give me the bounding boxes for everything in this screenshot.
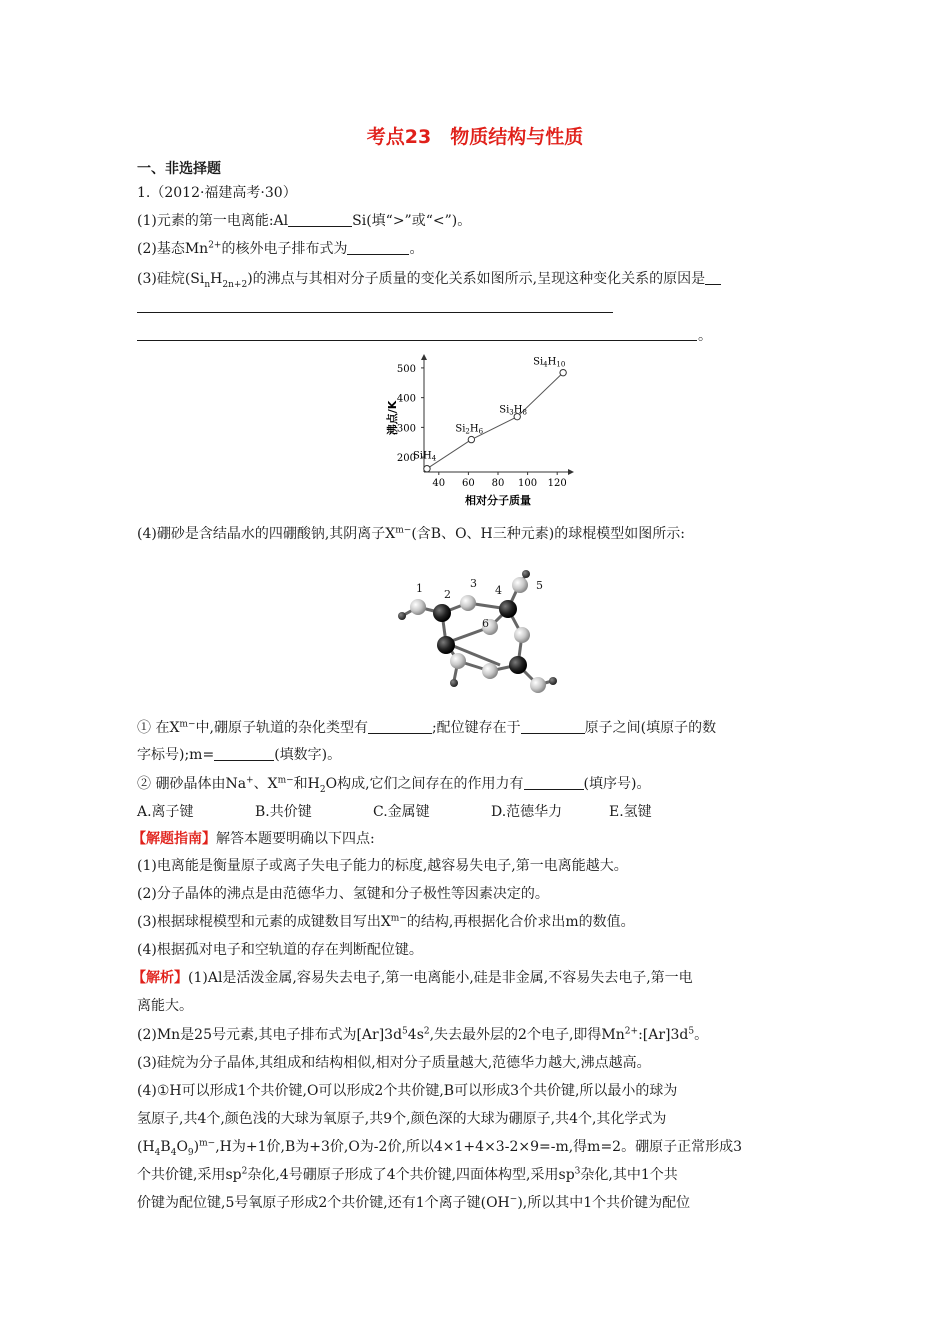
answer-line[interactable] bbox=[137, 340, 697, 341]
x-tick-label: 60 bbox=[462, 478, 475, 489]
ball-stick-model bbox=[390, 565, 560, 695]
option-d[interactable]: D.范德华力 bbox=[491, 804, 563, 820]
answer-blank[interactable] bbox=[288, 212, 352, 227]
guide-item: (4)根据孤对电子和空轨道的存在判断配位键。 bbox=[137, 942, 423, 958]
guide-heading: 【解题指南】解答本题要明确以下四点: bbox=[132, 831, 375, 847]
guide-item: (3)根据球棍模型和元素的成键数目写出$X^{m-}$的结构,再根据化合价求出m的数值。 bbox=[137, 913, 635, 930]
atom-label: 5 bbox=[536, 579, 543, 592]
boron-atom bbox=[433, 604, 451, 622]
x-tick-label: 120 bbox=[547, 478, 567, 489]
boiling-point-chart bbox=[388, 352, 588, 512]
analysis-4: 价键为配位键,5号氧原子形成2个共价键,还有1个离子键(OH−),所以其中1个共价键为配位 bbox=[137, 1194, 691, 1211]
option-c[interactable]: C.金属键 bbox=[373, 804, 430, 820]
data-point bbox=[560, 369, 566, 375]
point-label: $Si_4H_{10}$ bbox=[533, 356, 566, 369]
question-part-2: (2)基态$Mn^{2+}$的核外电子排布式为 。 bbox=[137, 240, 424, 257]
answer-blank[interactable] bbox=[368, 719, 432, 734]
answer-blank[interactable] bbox=[521, 719, 585, 734]
answer-blank[interactable] bbox=[524, 775, 584, 790]
y-tick-label: 300 bbox=[396, 423, 416, 435]
y-tick-label: 200 bbox=[396, 453, 416, 465]
x-tick-label: 100 bbox=[518, 478, 538, 489]
atom-label: 1 bbox=[416, 582, 423, 595]
boron-atom bbox=[437, 636, 455, 654]
oxygen-atom bbox=[460, 595, 476, 611]
point-label: $Si_2H_6$ bbox=[455, 423, 484, 436]
section-heading: 一、非选择题 bbox=[137, 161, 221, 177]
guide-item: (2)分子晶体的沸点是由范德华力、氢键和分子极性等因素决定的。 bbox=[137, 886, 549, 902]
point-label: $Si_3H_8$ bbox=[499, 404, 527, 417]
analysis-4: $(H_4B_4O_9)^{m-},H$为+1价,B为+3价,O为-2价,所以4×1+4×3-2×9=-m,得m=2。硼原子正常形成3 bbox=[137, 1138, 742, 1158]
oxygen-atom bbox=[482, 663, 498, 679]
answer-blank[interactable] bbox=[705, 270, 721, 285]
hydrogen-atom bbox=[450, 679, 458, 687]
guide-item: (1)电离能是衡量原子或离子失电子能力的标度,越容易失电子,第一电离能越大。 bbox=[137, 858, 628, 874]
question-4-2: ② 硼砂晶体由Na+、$X^{m-}$和$H_2O$构成,它们之间存在的作用力有 (填序号)。 bbox=[137, 775, 651, 795]
data-point bbox=[424, 466, 430, 472]
analysis-label: 【解析】 bbox=[132, 970, 188, 986]
oxygen-atom bbox=[450, 653, 466, 669]
atom-label: 6 bbox=[482, 617, 489, 630]
question-4-1: ① 在$X^{m-}$中,硼原子轨道的杂化类型有 ;配位键存在于 原子之间(填原子的数 bbox=[137, 719, 717, 736]
y-tick-label: 400 bbox=[396, 393, 416, 405]
hydrogen-atom bbox=[549, 677, 557, 685]
x-tick-label: 40 bbox=[432, 478, 446, 489]
y-tick-label: 500 bbox=[396, 363, 416, 375]
options-row bbox=[137, 802, 727, 822]
analysis-2: (2)Mn是25号元素,其电子排布式为$[Ar]3d^54s^2$,失去最外层的2个电子,即得$Mn^{2+}:[Ar]3d^5$。 bbox=[137, 1026, 709, 1043]
oxygen-atom bbox=[410, 599, 426, 615]
point-label: SiH$_4$ bbox=[412, 450, 437, 463]
oxygen-atom bbox=[530, 677, 546, 693]
boron-atom bbox=[509, 656, 527, 674]
hydrogen-atom bbox=[398, 612, 406, 620]
answer-line-end: 。 bbox=[698, 328, 712, 344]
page-title: 考点23 物质结构与性质 bbox=[366, 126, 584, 148]
question-part-3: (3)硅烷$(Si_nH_{2n+2})$的沸点与其相对分子质量的变化关系如图所示,呈现这种变化关系的原因是 bbox=[137, 269, 721, 289]
question-part-1: (1)元素的第一电离能:Al Si(填“>”或“<”)。 bbox=[137, 213, 472, 229]
data-point bbox=[468, 436, 474, 442]
answer-line[interactable] bbox=[137, 312, 613, 313]
atom-label: 4 bbox=[495, 584, 502, 597]
hydrogen-atom bbox=[522, 570, 530, 578]
x-axis-label: 相对分子质量 bbox=[465, 494, 531, 507]
question-part-4-intro: (4)硼砂是含结晶水的四硼酸钠,其阴离子$X^{m-}$(含B、O、H三种元素)的球棍模型如图所示: bbox=[137, 525, 685, 542]
atom-label: 3 bbox=[470, 577, 477, 590]
x-axis-arrow bbox=[568, 469, 574, 475]
oxygen-atom bbox=[512, 577, 528, 593]
analysis-3: (3)硅烷为分子晶体,其组成和结构相似,相对分子质量越大,范德华力越大,沸点越高。 bbox=[137, 1055, 651, 1071]
boron-atom bbox=[499, 600, 517, 618]
oxygen-atom bbox=[514, 627, 530, 643]
bonds bbox=[402, 575, 552, 685]
guide-label: 【解题指南】 bbox=[132, 831, 216, 847]
y-axis-arrow bbox=[421, 354, 427, 360]
option-a[interactable]: A.离子键 bbox=[137, 804, 194, 820]
question-header: 1.（2012·福建高考·30） bbox=[137, 185, 297, 201]
analysis-1: 【解析】(1)Al是活泼金属,容易失去电子,第一电离能小,硅是非金属,不容易失去电子,第一电 bbox=[132, 970, 693, 986]
answer-blank[interactable] bbox=[347, 240, 409, 255]
analysis-4: (4)①H可以形成1个共价键,O可以形成2个共价键,B可以形成3个共价键,所以最小的球为 bbox=[137, 1083, 678, 1099]
x-tick-label: 80 bbox=[491, 478, 505, 489]
analysis-4: 氢原子,共4个,颜色浅的大球为氧原子,共9个,颜色深的大球为硼原子,共4个,其化学式为 bbox=[137, 1111, 667, 1127]
option-e[interactable]: E.氢键 bbox=[609, 804, 652, 820]
series-line bbox=[427, 373, 563, 469]
question-4-1-cont: 字标号);m= (填数字)。 bbox=[137, 747, 342, 763]
answer-blank[interactable] bbox=[214, 746, 274, 761]
analysis-1-cont: 离能大。 bbox=[137, 998, 193, 1014]
atom-label: 2 bbox=[444, 588, 451, 601]
option-b[interactable]: B.共价键 bbox=[255, 804, 312, 820]
y-axis-label: 沸点/K bbox=[386, 400, 399, 436]
analysis-4: 个共价键,采用$sp^2$杂化,4号硼原子形成了4个共价键,四面体构型,采用$sp^3$杂化,其中1个共 bbox=[137, 1166, 678, 1183]
